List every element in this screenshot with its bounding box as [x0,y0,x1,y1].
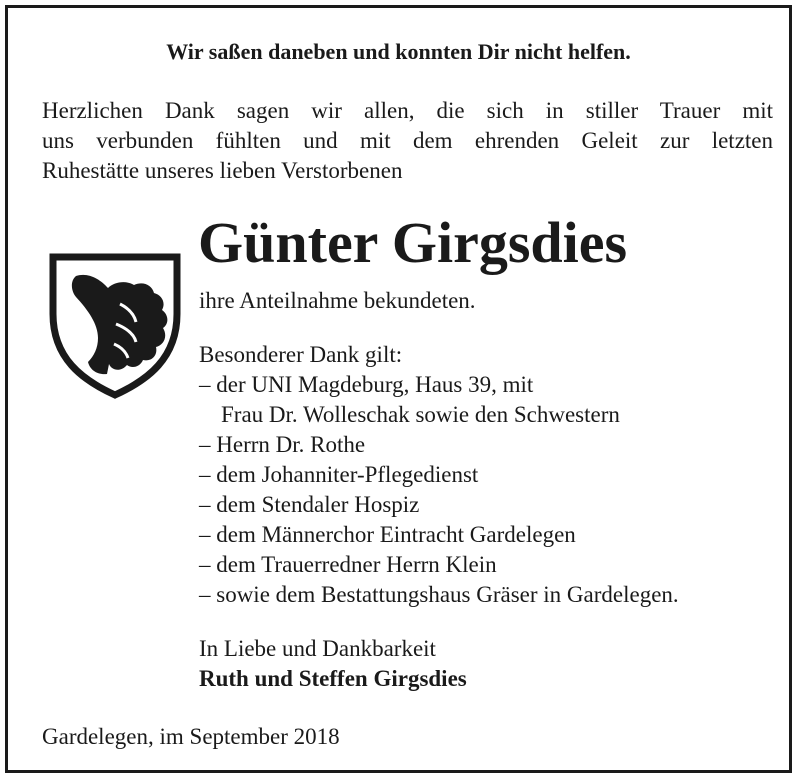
thanks-heading: Besonderer Dank gilt: [199,342,403,367]
place-date: Gardelegen, im September 2018 [42,724,340,749]
thanks-item: – der UNI Magdeburg, Haus 39, mit [199,372,534,397]
thanks-item: – dem Trauerredner Herrn Klein [199,552,497,577]
thanks-item: Frau Dr. Wolleschak sowie den Schwestern [221,402,620,427]
thanks-item: – dem Stendaler Hospiz [199,492,420,517]
closing-phrase: In Liebe und Dankbarkeit [199,636,436,661]
intro-paragraph [42,96,773,186]
thanks-item: – Herrn Dr. Rothe [199,432,366,457]
thanks-item: – sowie dem Bestattungshaus Gräser in Gardelegen. [199,582,679,607]
signatories: Ruth und Steffen Girgsdies [199,666,467,691]
intro-line: uns verbunden fühlten und mit dem ehrenden Geleit zur letzten [42,128,773,153]
notice-frame [5,5,792,773]
thanks-item: – dem Johanniter-Pflegedienst [199,462,479,487]
thanks-item: – dem Männerchor Eintracht Gardelegen [199,522,576,547]
heraldic-shield-wing-icon [48,252,182,400]
sympathy-line: ihre Anteilnahme bekundeten. [199,288,476,313]
intro-line: Herzlichen Dank sagen wir allen, die sich in stiller Trauer mit [42,98,773,123]
headline: Wir saßen daneben und konnten Dir nicht helfen. [166,39,631,64]
notice-body [199,286,789,694]
intro-line: Ruhestätte unseres lieben Verstorbenen [42,158,403,183]
deceased-name: Günter Girgsdies [198,210,628,275]
